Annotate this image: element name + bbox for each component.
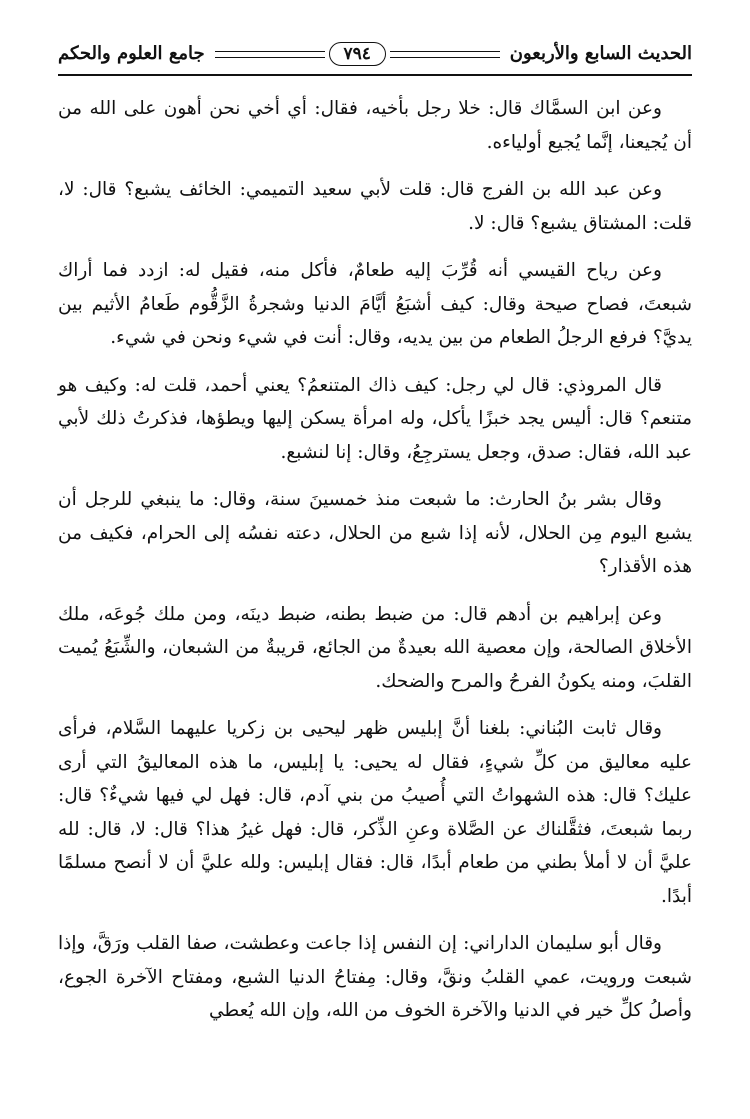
header-divider xyxy=(58,74,692,76)
paragraph: وعن إبراهيم بن أدهم قال: من ضبط بطنه، ضبط دينَه، ومن ملك جُوعَه، ملك الأخلاق الصالحة، وإن معصية الله بعيدةٌ من الجائع، قريبةٌ من الشبعان، والشِّبَعُ يُميت القلبَ، ومنه يكونُ الفرحُ والمرح والضحك. xyxy=(58,603,692,692)
paragraph: وعن رياح القيسي أنه قُرِّبَ إليه طعامٌ، فأكل منه، فقيل له: ازدد فما أراك شبعتَ، فصاح صيحة وقال: كيف أشبَعُ أيَّامَ الدنيا وشجرةُ الزَّقُّوم طَعامُ الأثيم بين يديَّ؟ فرفع الرجلُ الطعام من بين يديه، وقال: أنت في شيء ونحن في شيء. xyxy=(58,260,692,348)
paragraph: وقال ثابت البُناني: بلغنا أنَّ إبليس ظهر ليحيى بن زكريا عليهما السَّلام، فرأى عليه معاليق من كلِّ شيءٍ، فقال له يحيى: يا إبليس، ما هذه المعاليقُ التي أرى عليك؟ قال: هذه الشهواتُ التي أُصيبُ من بني آدم، قال: فهل لي فيها شيءٌ؟ قال: ربما شبعتَ، فثقَّلناك عن الصَّلاة وعنِ الذِّكر، قال: فهل غيرُ هذا؟ قال: لا، قال: لله عليَّ أن لا أملأ بطني من طعام أبدًا، قال: فقال إبليس: ولله عليَّ أن لا أنصح مسلمًا أبدًا. xyxy=(58,718,692,907)
paragraph: وقال بشر بنُ الحارث: ما شبعت منذ خمسينَ سنة، وقال: ما ينبغي للرجل أن يشبع اليوم مِن الحلال، لأنه إذا شبع من الحلال، دعته نفسُه إلى الحرام، فكيف من هذه الأقذار؟ xyxy=(58,489,692,577)
paragraph: وقال أبو سليمان الداراني: إن النفس إذا جاعت وعطشت، صفا القلب ورَقَّ، وإذا شبعت ورويت، عمي القلبُ ونقَّ، وقال: مِفتاحُ الدنيا الشبع، ومفتاح الآخرة الجوع، وأصلُ كلِّ خير في الدنيا والآخرة الخوف من الله، وإن الله يُعطي xyxy=(58,933,692,1021)
book-title: جامع العلوم والحكم xyxy=(58,43,205,64)
page-number-ornament xyxy=(205,42,510,66)
page-body xyxy=(58,92,692,1028)
chapter-title: الحديث السابع والأربعون xyxy=(509,43,692,64)
book-page xyxy=(58,28,692,1108)
page-number: ٧٩٤ xyxy=(329,42,386,66)
paragraph: وعن عبد الله بن الفرج قال: قلت لأبي سعيد التميمي: الخائف يشبع؟ قال: لا، قلت: المشتاق يشبع؟ قال: لا. xyxy=(58,179,692,234)
double-rule-left xyxy=(215,51,325,58)
double-rule-right xyxy=(390,51,500,58)
running-header xyxy=(58,28,692,80)
paragraph: قال المروذي: قال لي رجل: كيف ذاك المتنعمُ؟ يعني أحمد، قلت له: وكيف هو متنعم؟ قال: أليس يجد خبزًا يأكل، وله امرأة يسكن إليها ويطؤها، فذكرتُ ذلك لأبي عبد الله، فقال: صدق، وجعل يسترجِعُ، وقال: إنا لنشبع. xyxy=(58,374,692,463)
paragraph: وعن ابن السمَّاك قال: خلا رجل بأخيه، فقال: أي أخي نحن أهون على الله من أن يُجيعنا، إنَّما يُجيع أولياءه. xyxy=(58,98,692,153)
